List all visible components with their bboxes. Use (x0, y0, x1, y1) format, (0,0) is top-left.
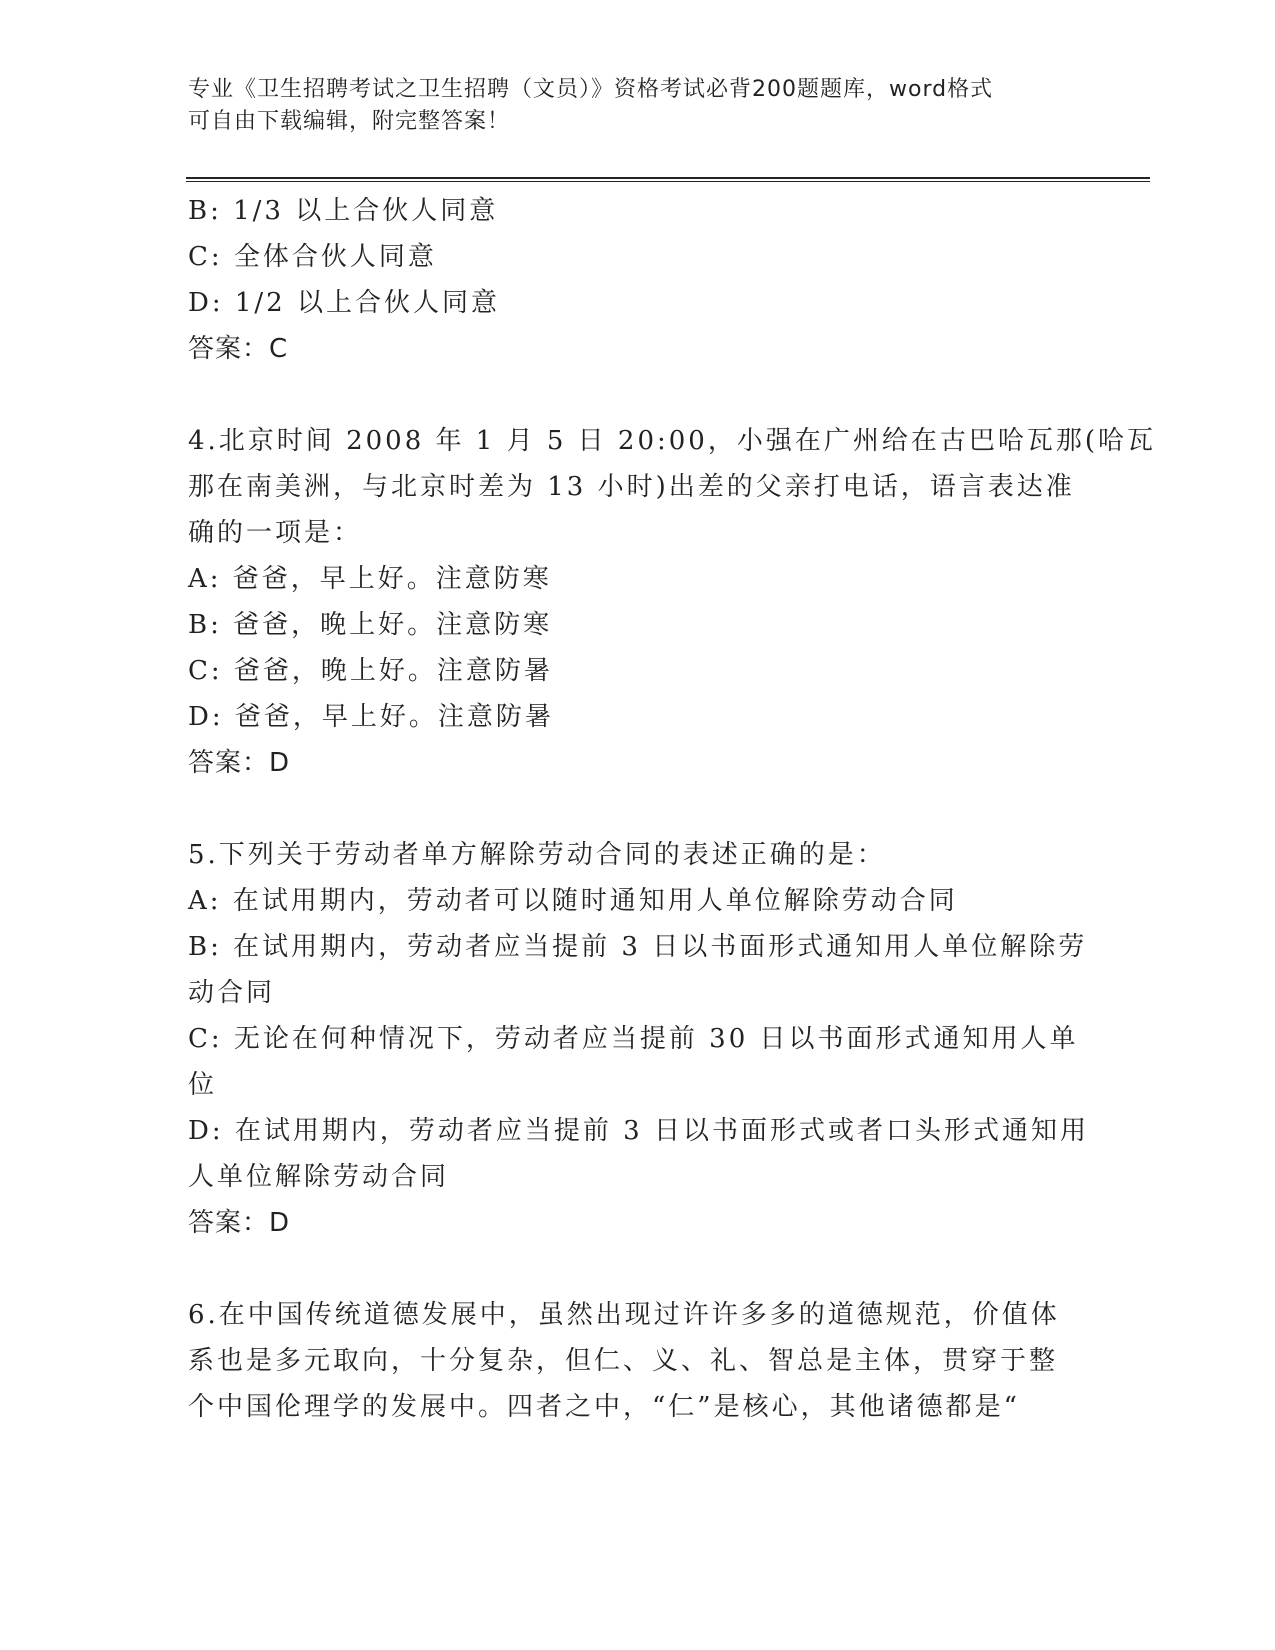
q5-option-b-line-1: B: 在试用期内，劳动者应当提前 3 日以书面形式通知用人单位解除劳 (188, 932, 1088, 962)
q5-option-b-line-2: 动合同 (188, 978, 276, 1008)
spacer (188, 1246, 1078, 1292)
q4-option-d: D: 爸爸，早上好。注意防暑 (188, 702, 554, 732)
q4-answer: 答案：D (188, 748, 291, 778)
q5-option-c-line-1: C: 无论在何种情况下，劳动者应当提前 30 日以书面形式通知用人单 (188, 1024, 1079, 1054)
header-divider-thin (186, 181, 1150, 182)
q6-stem-line-3: 个中国伦理学的发展中。四者之中，“仁”是核心，其他诸德都是“ (188, 1392, 1020, 1422)
q3-answer: 答案：C (188, 334, 289, 364)
question-5-block (188, 832, 1089, 1246)
q3-option-d: D: 1/2 以上合伙人同意 (188, 288, 500, 318)
question-4-block (188, 418, 1156, 786)
q5-answer: 答案：D (188, 1208, 291, 1238)
header-title-line-2: 可自由下载编辑，附完整答案！ (188, 109, 511, 134)
q5-option-d-line-2: 人单位解除劳动合同 (188, 1162, 450, 1192)
q4-stem-line-3: 确的一项是： (188, 518, 363, 548)
q4-stem-line-1: 4.北京时间 2008 年 1 月 5 日 20:00，小强在广州给在古巴哈瓦那(哈瓦 (188, 426, 1156, 456)
q3-option-b: B: 1/3 以上合伙人同意 (188, 196, 499, 226)
q6-stem-line-1: 6.在中国传统道德发展中，虽然出现过许许多多的道德规范，价值体 (188, 1300, 1060, 1330)
header-divider-thick (186, 177, 1150, 179)
q3-option-c: C: 全体合伙人同意 (188, 242, 437, 272)
q5-stem-line-1: 5.下列关于劳动者单方解除劳动合同的表述正确的是： (188, 840, 886, 870)
q5-option-a: A: 在试用期内，劳动者可以随时通知用人单位解除劳动合同 (188, 886, 958, 916)
q5-option-d-line-1: D: 在试用期内，劳动者应当提前 3 日以书面形式或者口头形式通知用 (188, 1116, 1089, 1146)
q4-option-b: B: 爸爸，晚上好。注意防寒 (188, 610, 553, 640)
question-6-block (188, 1292, 1078, 1430)
q6-stem-line-2: 系也是多元取向，十分复杂，但仁、义、礼、智总是主体，贯穿于整 (188, 1346, 1059, 1376)
q4-option-a: A: 爸爸，早上好。注意防寒 (188, 564, 552, 594)
spacer (188, 372, 1078, 418)
spacer (188, 786, 1078, 832)
document-body (188, 188, 1156, 1430)
q4-stem-line-2: 那在南美洲，与北京时差为 13 小时)出差的父亲打电话，语言表达准 (188, 472, 1075, 502)
q4-option-c: C: 爸爸，晚上好。注意防暑 (188, 656, 553, 686)
question-3-block (188, 188, 1078, 372)
header-divider (186, 177, 1150, 182)
q5-option-c-line-2: 位 (188, 1070, 218, 1100)
header-title-line-1: 专业《卫生招聘考试之卫生招聘（文员）》资格考试必背200题题库，word格式 (188, 77, 994, 102)
document-header (188, 74, 1068, 138)
